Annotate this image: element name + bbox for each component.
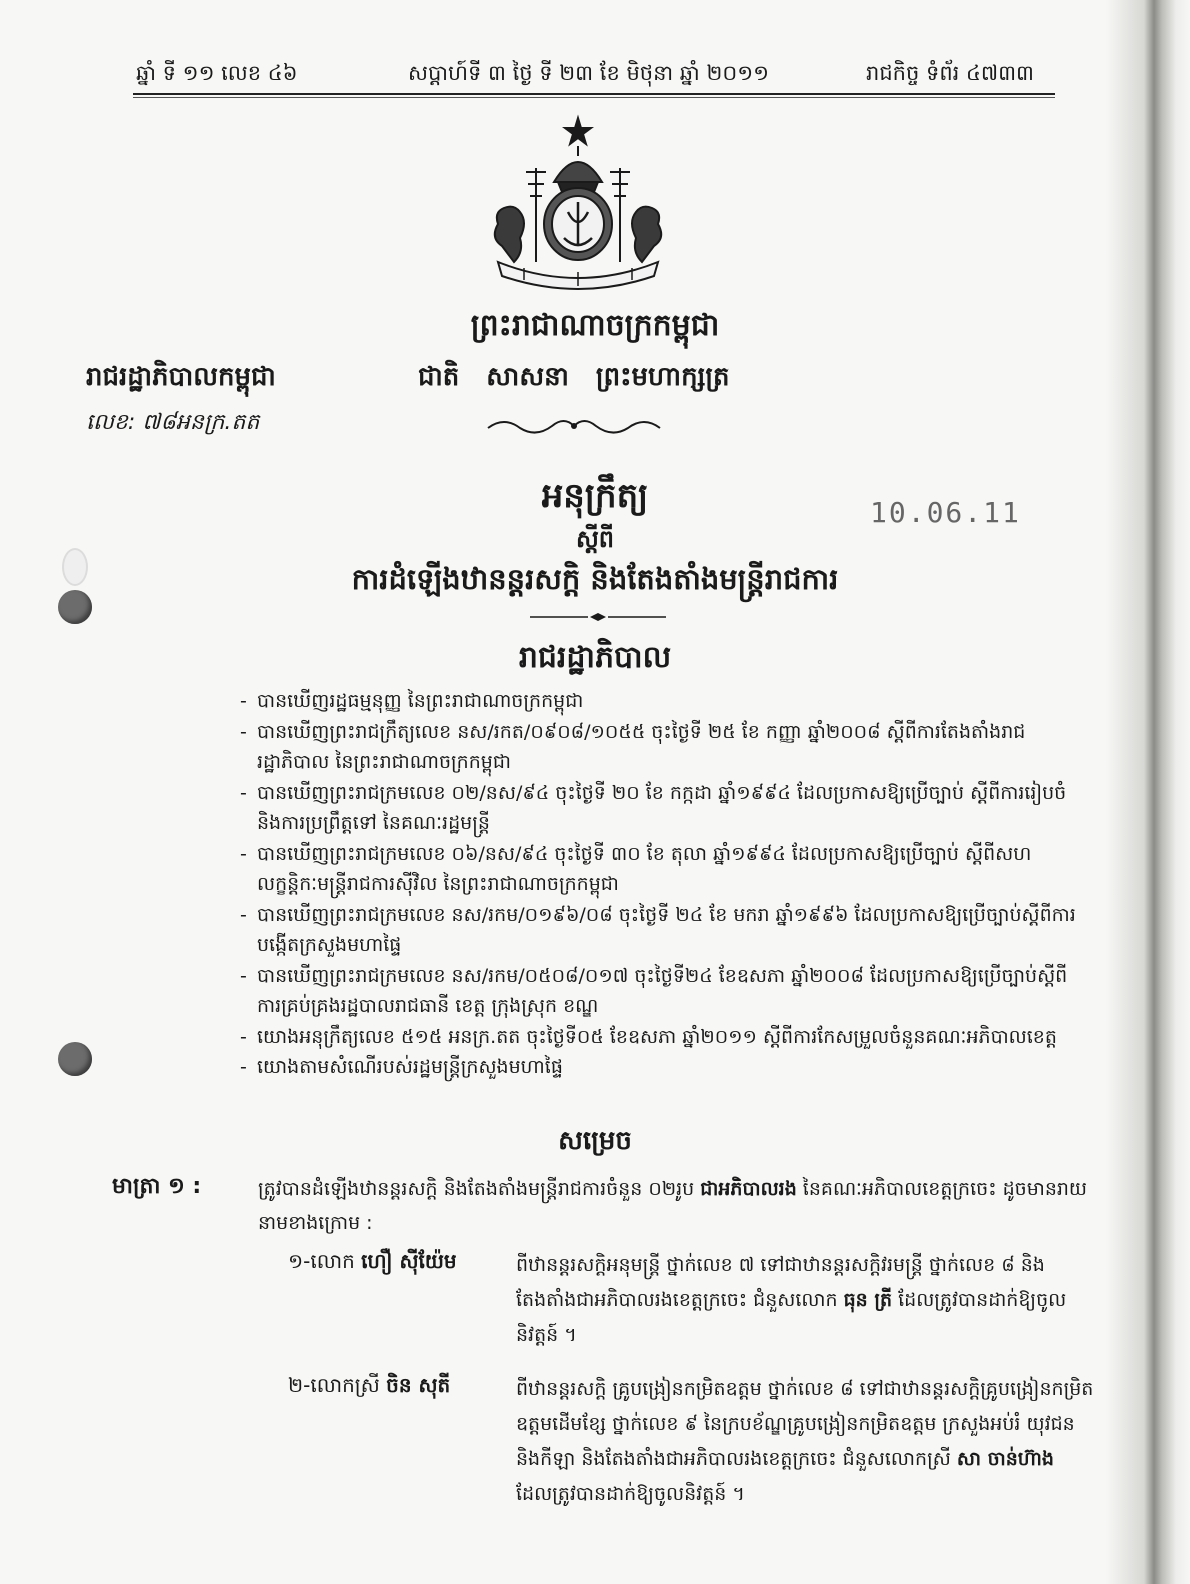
legal-basis-item: - យោងអនុក្រឹត្យលេខ ៥១៥ អនក្រ.តត ចុះថ្ងៃទី០៥ ខែឧសភា ឆ្នាំ២០១១ ស្តីពីការកែសម្រួលចំនួនគណៈអភិបាលខេត្ត xyxy=(240,1022,1090,1053)
appointee-1-description xyxy=(516,1248,1094,1353)
legal-basis-item: - បានឃើញព្រះរាជក្រមលេខ នស/រកម/០១៩៦/០៨ ចុះថ្ងៃទី ២៤ ខែ មករា ឆ្នាំ១៩៩៦ ដែលប្រកាសឱ្យប្រើច្បាប់ស្តីពីការបង្កើតក្រសួងមហាផ្ទៃ xyxy=(240,900,1090,961)
document-subject: ការដំឡើងឋានន្តរសក្តិ និងតែងតាំងមន្រ្តីរាជការ xyxy=(351,562,839,596)
reference-number: លេខ: ៧៨អនក្រ.តត xyxy=(86,410,260,435)
legal-basis-item: - បានឃើញព្រះរាជក្រមលេខ នស/រកម/០៥០៨/០១៧ ចុះថ្ងៃទី២៤ ខែឧសភា ឆ្នាំ២០០៨ ដែលប្រកាសឱ្យប្រើច្បាប់ស្តីពីការគ្រប់គ្រងរដ្ឋបាលរាជធានី ខេត្ត ក្រុងស្រុក ខណ្ឌ xyxy=(240,961,1090,1022)
legal-basis-item: - បានឃើញព្រះរាជក្រឹត្យលេខ នស/រកត/០៩០៨/១០៥៥ ចុះថ្ងៃទី ២៥ ខែ កញ្ញា ឆ្នាំ២០០៨ ស្តីពីការតែងតាំងរាជរដ្ឋាភិបាល នៃព្រះរាជាណាចក្រកម្ពុជា xyxy=(240,717,1090,778)
appointee-1-fullname: ហឿ ស៊ីយ៉ែម xyxy=(361,1249,457,1273)
legal-basis-item: - បានឃើញរដ្ឋធម្មនុញ្ញ នៃព្រះរាជាណាចក្រកម្ពុជា xyxy=(240,686,1090,717)
appointee-2-desc-a: ពីឋានន្តរសក្តិ គ្រូបង្រៀនកម្រិតឧត្តម ថ្នាក់លេខ ៨ ទៅជាឋានន្តរសក្តិគ្រូបង្រៀនកម្រិតឧត្តមដើមខ្សែ ថ្នាក់លេខ ៩ នៃក្របខ័ណ្ឌគ្រូបង្រៀនកម្រិតឧត្តម ក្រសួងអប់រំ យុវជន និងកីឡា និងតែងតាំងជាអភិបាលរងខេត្តក្រចេះ ជំនួសលោកស្រី xyxy=(516,1378,1094,1470)
header-page: រាជកិច្ច ទំព័រ ៤៧៣៣ xyxy=(866,61,1034,85)
article-1-label: មាត្រា ១ : xyxy=(112,1174,202,1199)
article-1-text-b: នៃគណៈអភិបាលខេត្តក្រចេះ ដូចមានរាយនាមខាងក្រោម : xyxy=(258,1178,1088,1234)
handwritten-date-stamp: 10.06.11 xyxy=(870,496,1021,529)
decision-heading: សម្រេច xyxy=(558,1126,632,1156)
legal-basis-list xyxy=(240,686,1090,1083)
appointee-2-replaced: សា ចាន់ហ៊ាង xyxy=(956,1448,1054,1470)
header-year-issue: ឆ្នាំ ទី ១១ លេខ ៤៦ xyxy=(136,61,298,85)
article-1-bold: ជាអភិបាលរង xyxy=(700,1178,797,1200)
appointee-2-desc-b: ដែលត្រូវបានដាក់ឱ្យចូលនិវត្តន៍ ។ xyxy=(516,1483,745,1505)
royal-coat-of-arms-icon xyxy=(484,112,672,292)
ornamental-divider-icon xyxy=(484,414,664,438)
scan-binding-edge xyxy=(1106,0,1190,1584)
appointee-1-desc-a: ពីឋានន្តរសក្តិអនុមន្ត្រី ថ្នាក់លេខ ៧ ទៅជាឋានន្តរសក្តិវរមន្ត្រី ថ្នាក់លេខ ៨ និងតែងតាំងជាអភិបាលរងខេត្តក្រចេះ ជំនួសលោក xyxy=(516,1254,1045,1311)
legal-basis-item: - បានឃើញព្រះរាជក្រមលេខ ០២/នស/៩៤ ចុះថ្ងៃទី ២០ ខែ កក្កដា ឆ្នាំ១៩៩៤ ដែលប្រកាសឱ្យប្រើច្បាប់ ស្តីពីការរៀបចំ និងការប្រព្រឹត្តទៅ នៃគណៈរដ្ឋមន្ត្រី xyxy=(240,778,1090,839)
appointee-2-description xyxy=(516,1372,1094,1512)
issuer-name: រាជរដ្ឋាភិបាលកម្ពុជា xyxy=(86,362,276,392)
legal-basis-item: - បានឃើញព្រះរាជក្រមលេខ ០៦/នស/៩៤ ចុះថ្ងៃទី ៣០ ខែ តុលា ឆ្នាំ១៩៩៤ ដែលប្រកាសឱ្យប្រើច្បាប់ ស្តីពីសហលក្ខន្តិកៈមន្ត្រីរាជការស៊ីវិល នៃព្រះរាជាណាចក្រកម្ពុជា xyxy=(240,839,1090,900)
header-rule xyxy=(133,93,1055,95)
header-rule-thin xyxy=(133,97,1055,98)
article-1-text-a: ត្រូវបានដំឡើងឋានន្តរសក្តិ និងតែងតាំងមន្ត្រីរាជការចំនួន ០២រូប xyxy=(258,1178,701,1200)
header-date: សប្ដាហ៍ទី ៣ ថ្ងៃ ទី ២៣ ខែ មិថុនា ឆ្នាំ ២០១១ xyxy=(408,61,770,85)
punch-hole xyxy=(58,1042,92,1076)
appointee-1-replaced: ធុន ត្រី xyxy=(843,1289,893,1311)
appointee-2-prefix: ២-លោកស្រី xyxy=(288,1373,387,1397)
section-separator-icon xyxy=(528,612,668,622)
appointee-1-name xyxy=(288,1248,457,1278)
legal-basis-item: - យោងតាមសំណើរបស់រដ្ឋមន្ត្រីក្រសួងមហាផ្ទៃ xyxy=(240,1052,1090,1083)
government-heading: រាជរដ្ឋាភិបាល xyxy=(518,640,672,675)
appointee-1-desc-b: ដែលត្រូវបានដាក់ឱ្យចូលនិវត្តន៍ ។ xyxy=(516,1289,1067,1346)
article-1-text xyxy=(258,1172,1090,1240)
document-title: អនុក្រឹត្យ xyxy=(541,476,649,516)
appointee-2-fullname: ចិន សុតី xyxy=(386,1373,451,1397)
appointee-1-prefix: ១-លោក xyxy=(288,1249,362,1273)
kingdom-title: ព្រះរាជាណាចក្រកម្ពុជា xyxy=(470,308,720,343)
appointee-2-name xyxy=(288,1372,450,1402)
national-motto: ជាតិ សាសនា ព្រះមហាក្សត្រ xyxy=(418,362,730,392)
about-label: ស្ដីពី xyxy=(575,525,615,553)
